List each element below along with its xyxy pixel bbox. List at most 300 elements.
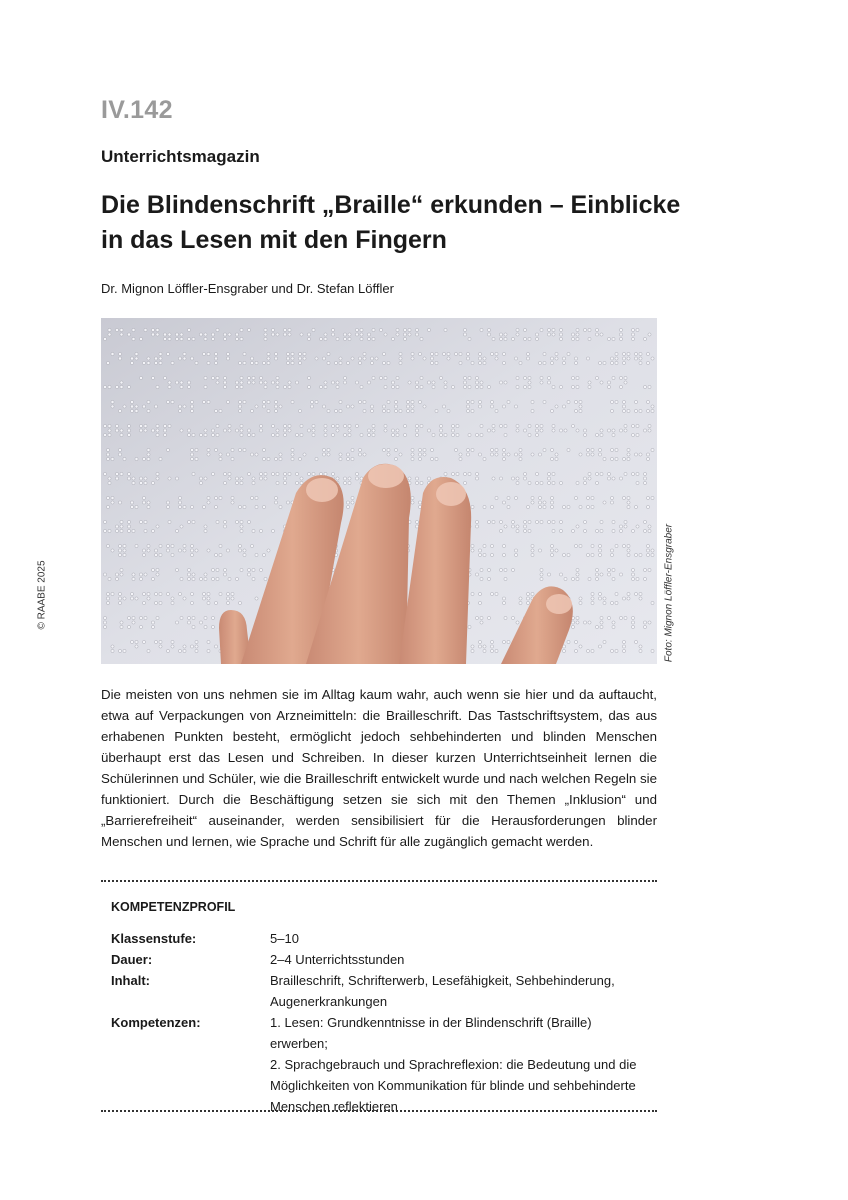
braille-dot [516,481,519,484]
braille-dot [231,501,234,504]
braille-dot [612,529,615,532]
braille-dot [271,424,274,427]
braille-dot [651,549,654,552]
braille-dot [175,333,178,336]
braille-dot [219,496,222,499]
braille-dot [343,424,346,427]
braille-dot [360,333,363,336]
braille-dot [156,328,159,331]
braille-dot [523,385,526,388]
braille-dot [319,472,322,475]
braille-dot [480,577,483,580]
braille-dot [418,352,421,355]
braille-dot [247,381,250,384]
braille-dot [540,381,543,384]
braille-dot [463,385,466,388]
braille-dot [202,400,205,403]
braille-dot [547,573,550,576]
braille-dot [579,645,582,648]
braille-dot [255,597,258,600]
braille-dot [396,376,399,379]
braille-dot [231,496,234,499]
braille-dot [615,357,618,360]
braille-dot [636,328,639,331]
braille-dot [622,405,625,408]
braille-dot [514,357,517,360]
braille-dot [495,496,498,499]
braille-dot [391,433,394,436]
braille-dot [576,429,579,432]
braille-dot [115,429,118,432]
braille-dot [523,429,526,432]
braille-dot [219,592,222,595]
braille-dot [444,381,447,384]
braille-dot [106,505,109,508]
braille-dot [631,573,634,576]
braille-dot [264,381,267,384]
braille-dot [207,448,210,451]
braille-dot [631,333,634,336]
braille-dot [519,361,522,364]
braille-dot [550,496,553,499]
braille-dot [627,409,630,412]
braille-dot [550,409,553,412]
braille-dot [127,333,130,336]
braille-dot [603,457,606,460]
braille-dot [499,381,502,384]
braille-dot [475,381,478,384]
braille-dot [550,357,553,360]
braille-dot [336,477,339,480]
braille-dot [336,337,339,340]
braille-dot [459,457,462,460]
braille-dot [415,333,418,336]
braille-dot [226,357,229,360]
braille-dot [526,352,529,355]
braille-dot [502,405,505,408]
braille-dot [240,381,243,384]
braille-dot [418,400,421,403]
braille-dot [439,429,442,432]
braille-dot [226,592,229,595]
braille-dot [418,453,421,456]
braille-dot [132,481,135,484]
braille-dot [264,385,267,388]
braille-dot [420,385,423,388]
braille-dot [535,433,538,436]
braille-dot [519,597,522,600]
braille-dot [132,577,135,580]
braille-dot [207,649,210,652]
braille-dot [643,477,646,480]
braille-dot [466,448,469,451]
braille-dot [247,520,250,523]
braille-dot [348,424,351,427]
braille-dot [127,433,130,436]
kompetenzprofil-table [111,928,651,1117]
braille-dot [615,592,618,595]
braille-dot [526,505,529,508]
braille-dot [271,328,274,331]
braille-dot [487,328,490,331]
braille-dot [199,621,202,624]
braille-dot [115,529,118,532]
braille-dot [310,400,313,403]
braille-dot [411,405,414,408]
braille-dot [634,553,637,556]
braille-dot [372,424,375,427]
document-code: IV.142 [101,96,173,124]
braille-dot [331,328,334,331]
page-title: Die Blindenschrift „Braille“ erkunden – Einblicke in das Lesen mit den Fingern [101,191,681,254]
braille-dot [255,405,258,408]
braille-dot [247,433,250,436]
braille-dot [183,544,186,547]
braille-dot [403,333,406,336]
braille-dot [483,505,486,508]
braille-dot [346,457,349,460]
braille-dot [142,640,145,643]
braille-dot [219,457,222,460]
braille-dot [427,381,430,384]
braille-dot [115,328,118,331]
braille-dot [535,424,538,427]
braille-dot [456,424,459,427]
braille-dot [519,601,522,604]
braille-dot [636,472,639,475]
braille-dot [247,429,250,432]
kp-row-inhalt [111,970,651,1012]
braille-dot [327,409,330,412]
braille-dot [276,333,279,336]
braille-dot [391,337,394,340]
braille-dot [634,453,637,456]
braille-dot [574,496,577,499]
braille-dot [480,433,483,436]
braille-dot [598,592,601,595]
braille-dot [223,429,226,432]
braille-dot [252,376,255,379]
braille-dot [180,381,183,384]
braille-dot [483,645,486,648]
braille-dot [411,501,414,504]
braille-dot [204,577,207,580]
braille-dot [207,352,210,355]
braille-dot [598,553,601,556]
braille-dot [231,457,234,460]
braille-dot [516,477,519,480]
braille-dot [235,429,238,432]
braille-dot [622,457,625,460]
braille-dot [216,433,219,436]
braille-dot [646,549,649,552]
braille-dot [583,520,586,523]
braille-dot [264,577,267,580]
braille-dot [531,549,534,552]
braille-dot [127,529,130,532]
braille-dot [135,457,138,460]
braille-dot [255,453,258,456]
braille-dot [103,385,106,388]
braille-dot [327,352,330,355]
braille-dot [499,333,502,336]
braille-dot [430,457,433,460]
braille-dot [355,472,358,475]
braille-dot [487,429,490,432]
braille-dot [435,352,438,355]
braille-dot [322,405,325,408]
braille-dot [178,592,181,595]
braille-dot [108,385,111,388]
braille-dot [540,376,543,379]
braille-dot [600,529,603,532]
braille-dot [228,333,231,336]
braille-dot [382,361,385,364]
braille-dot [523,376,526,379]
braille-dot [502,453,505,456]
braille-dot [559,333,562,336]
braille-dot [583,477,586,480]
braille-dot [499,568,502,571]
braille-dot [415,520,418,523]
braille-dot [144,520,147,523]
braille-dot [447,352,450,355]
braille-dot [250,409,253,412]
braille-dot [166,549,169,552]
braille-dot [171,640,174,643]
braille-dot [351,405,354,408]
braille-dot [631,433,634,436]
braille-dot [598,544,601,547]
braille-dot [295,481,298,484]
braille-dot [288,424,291,427]
braille-dot [451,433,454,436]
braille-dot [315,400,318,403]
braille-dot [555,352,558,355]
braille-dot [123,549,126,552]
braille-dot [195,448,198,451]
braille-dot [607,616,610,619]
braille-dot [310,405,313,408]
braille-dot [387,453,390,456]
braille-dot [151,333,154,336]
braille-dot [459,453,462,456]
braille-dot [147,409,150,412]
braille-dot [127,429,130,432]
braille-dot [312,433,315,436]
braille-dot [631,568,634,571]
braille-dot [607,568,610,571]
braille-dot [504,381,507,384]
braille-dot [564,429,567,432]
braille-dot [579,453,582,456]
braille-dot [367,433,370,436]
braille-dot [108,433,111,436]
kompetenzprofil-heading: KOMPETENZPROFIL [111,900,236,914]
braille-dot [132,477,135,480]
braille-dot [279,405,282,408]
braille-dot [495,649,498,652]
braille-dot [319,385,322,388]
braille-dot [382,405,385,408]
braille-dot [115,472,118,475]
braille-dot [516,424,519,427]
braille-dot [226,597,229,600]
braille-dot [490,544,493,547]
braille-dot [543,400,546,403]
braille-dot [295,472,298,475]
braille-dot [108,577,111,580]
braille-dot [478,592,481,595]
braille-dot [487,333,490,336]
braille-dot [147,357,150,360]
braille-dot [223,573,226,576]
braille-dot [168,333,171,336]
braille-dot [276,472,279,475]
braille-dot [406,409,409,412]
braille-dot [471,448,474,451]
braille-dot [259,529,262,532]
braille-dot [123,405,126,408]
braille-dot [214,361,217,364]
braille-dot [298,357,301,360]
braille-dot [598,597,601,600]
braille-dot [639,453,642,456]
braille-dot [214,553,217,556]
braille-dot [135,597,138,600]
braille-dot [166,649,169,652]
braille-dot [264,328,267,331]
braille-dot [190,549,193,552]
braille-dot [643,337,646,340]
braille-dot [228,472,231,475]
braille-dot [108,481,111,484]
braille-dot [471,505,474,508]
braille-dot [396,433,399,436]
braille-dot [547,481,550,484]
braille-dot [276,429,279,432]
braille-dot [271,472,274,475]
braille-dot [108,333,111,336]
braille-dot [516,529,519,532]
braille-dot [643,577,646,580]
braille-dot [180,385,183,388]
braille-dot [214,505,217,508]
braille-dot [471,544,474,547]
braille-dot [118,453,121,456]
braille-dot [262,553,265,556]
braille-dot [571,625,574,628]
braille-dot [123,544,126,547]
braille-dot [346,453,349,456]
braille-dot [463,381,466,384]
braille-dot [591,553,594,556]
braille-dot [523,337,526,340]
braille-dot [528,381,531,384]
braille-dot [118,592,121,595]
braille-dot [111,645,114,648]
braille-dot [151,376,154,379]
braille-dot [219,453,222,456]
braille-dot [610,496,613,499]
braille-dot [283,328,286,331]
braille-dot [300,477,303,480]
braille-dot [274,501,277,504]
braille-dot [127,520,130,523]
braille-dot [142,553,145,556]
braille-dot [427,429,430,432]
braille-dot [535,481,538,484]
braille-dot [262,361,265,364]
braille-dot [147,453,150,456]
braille-dot [595,333,598,336]
braille-dot [115,573,118,576]
braille-dot [523,525,526,528]
copyright-note: © RAABE 2025 [36,560,48,630]
braille-dot [216,568,219,571]
braille-dot [115,477,118,480]
braille-dot [595,568,598,571]
braille-dot [339,361,342,364]
braille-dot [394,448,397,451]
braille-dot [435,361,438,364]
braille-dot [379,376,382,379]
braille-dot [159,553,162,556]
braille-dot [559,573,562,576]
braille-dot [343,433,346,436]
braille-dot [190,544,193,547]
braille-dot [132,337,135,340]
braille-dot [370,361,373,364]
braille-dot [531,553,534,556]
braille-dot [651,553,654,556]
braille-dot [478,357,481,360]
braille-dot [202,505,205,508]
braille-dot [166,544,169,547]
braille-dot [504,616,507,619]
braille-dot [139,429,142,432]
braille-dot [144,477,147,480]
braille-dot [483,357,486,360]
braille-dot [540,481,543,484]
braille-dot [451,424,454,427]
braille-dot [523,328,526,331]
braille-dot [324,381,327,384]
braille-dot [120,433,123,436]
braille-dot [130,409,133,412]
braille-dot [552,520,555,523]
braille-dot [111,400,114,403]
braille-dot [651,409,654,412]
braille-dot [555,549,558,552]
braille-dot [243,448,246,451]
braille-dot [240,433,243,436]
braille-dot [648,429,651,432]
braille-dot [634,409,637,412]
divider-top [101,880,657,882]
braille-dot [238,361,241,364]
braille-dot [211,577,214,580]
braille-dot [235,385,238,388]
braille-dot [600,621,603,624]
braille-dot [531,496,534,499]
braille-dot [504,433,507,436]
braille-dot [631,529,634,532]
braille-dot [387,448,390,451]
braille-dot [214,645,217,648]
intro-paragraph: Die meisten von uns nehmen sie im Alltag kaum wahr, auch wenn sie hier und da auftaucht, etwa auf Verpackungen von Arzneimitteln: die Brailleschrift. Das Tastschriftsystem, das aus erhabenen Punkten besteht, ermöglicht jedoch sehbehinderten und blinden Menschen überhaupt erst das Lesen und Schreiben. In dieser kurzen Unterrichtseinheit lernen die Schülerinnen und Schüler, wie die Brailleschrift entwickelt wurde und nach welchen Regeln sie funktioniert. Durch die Beschäftigung setzen sie sich mit den Themen „Inklusion“ und „Barrierefreiheit“ auseinander, werden sensibilisiert für die Herausforderungen blinder Menschen und lernen, wie Sprache und Schrift für alle zugänglich gemacht werden. [101,687,657,849]
braille-dot [199,577,202,580]
